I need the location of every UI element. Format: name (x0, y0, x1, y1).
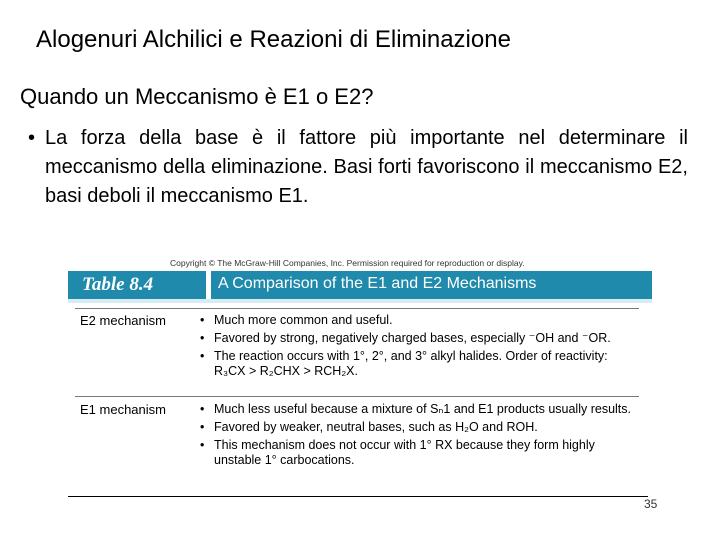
e1-item-list (200, 402, 640, 471)
bullet-point (28, 124, 688, 211)
table-header-shadow (68, 299, 652, 303)
table-number: Table 8.4 (82, 274, 154, 295)
table-caption: A Comparison of the E1 and E2 Mechanisms (218, 275, 537, 292)
bullet-marker: • (28, 127, 36, 149)
e2-item: • Favored by strong, negatively charged bases, especially ⁻OH and ⁻OR. (200, 331, 640, 346)
e1-item: • Favored by weaker, neutral bases, such as H₂O and ROH. (200, 420, 640, 435)
e2-item: • Much more common and useful. (200, 313, 640, 328)
slide-subtitle: Quando un Meccanismo è E1 o E2? (20, 84, 374, 109)
e1-item: • This mechanism does not occur with 1° RX because they form highly unstable 1° carbocations. (200, 438, 640, 468)
table-rule-top (75, 308, 639, 309)
page-number: 35 (644, 497, 658, 511)
table-header-divider (206, 271, 211, 299)
row-label-e1: E1 mechanism (80, 402, 166, 417)
bullet-text: La forza della base è il fattore più importante nel determinare il meccanismo della eliminazione. Basi forti favoriscono il meccanismo E2, basi deboli il meccanismo E1. (45, 127, 688, 207)
row-label-e2: E2 mechanism (80, 313, 166, 328)
copyright-notice: Copyright © The McGraw-Hill Companies, Inc. Permission required for reproduction or display. (170, 258, 525, 268)
e2-item-list (200, 313, 640, 382)
e1-item: • Much less useful because a mixture of Sₙ1 and E1 products usually results. (200, 402, 640, 417)
table-header (68, 271, 652, 299)
table-rule-middle (75, 396, 639, 397)
slide-title: Alogenuri Alchilici e Reazioni di Eliminazione (36, 26, 511, 53)
e2-item: • The reaction occurs with 1°, 2°, and 3° alkyl halides. Order of reactivity: R₃CX > R₂CHX > RCH₂X. (200, 349, 640, 379)
table-bottom-rule (68, 496, 648, 497)
